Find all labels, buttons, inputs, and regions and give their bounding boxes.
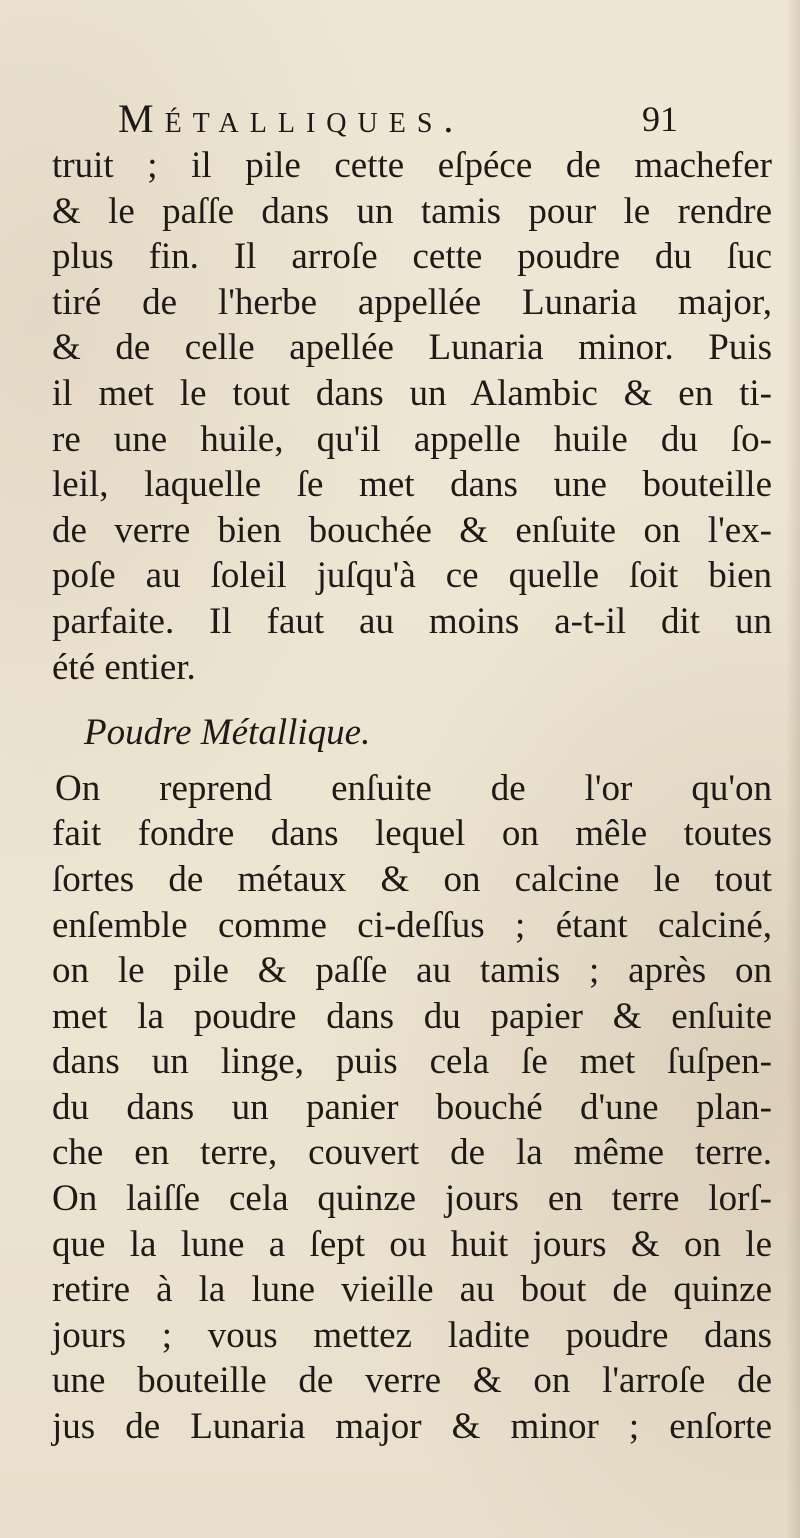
text-line: enſemble comme ci-deſſus ; étant calciné, — [52, 904, 772, 946]
text-line: truit ; il pile cette eſpéce de machefer — [52, 145, 772, 186]
text-line: plus fin. Il arroſe cette poudre du ſuc — [52, 236, 772, 278]
running-head: Métalliques. — [118, 96, 465, 141]
text-line: tiré de l'herbe appellée Lunaria major, — [52, 281, 772, 323]
text-line: & de celle apellée Lunaria minor. Puis — [52, 327, 772, 369]
text-line: jours ; vous mettez ladite poudre dans — [52, 1314, 772, 1356]
text-line: che en terre, couvert de la même terre. — [52, 1132, 772, 1174]
page-number: 91 — [642, 99, 678, 139]
page-edge-shadow — [786, 0, 800, 1538]
text-line: On reprend enſuite de l'or qu'on — [55, 767, 772, 809]
text-line: retire à la lune vieille au bout de quinze — [52, 1269, 772, 1311]
text-line: parfaite. Il faut au moins a-t-il dit un — [52, 600, 772, 642]
text-line: jus de Lunaria major & minor ; enſorte — [52, 1406, 772, 1448]
paragraph-1 — [52, 143, 772, 690]
body-text — [52, 143, 772, 1450]
text-line: & le paſſe dans un tamis pour le rendre — [52, 190, 772, 232]
text-line: une bouteille de verre & on l'arroſe de — [52, 1360, 772, 1402]
paragraph-2 — [52, 766, 772, 1450]
text-line: re une huile, qu'il appelle huile du ſo- — [52, 418, 772, 460]
text-line: poſe au ſoleil juſqu'à ce quelle ſoit bien — [52, 555, 772, 597]
text-line: leil, laquelle ſe met dans une bouteille — [52, 464, 772, 506]
text-line: été entier. — [52, 646, 196, 688]
text-line: ſortes de métaux & on calcine le tout — [52, 858, 772, 900]
page-header — [118, 94, 678, 144]
text-line: de verre bien bouchée & enſuite on l'ex- — [52, 509, 772, 551]
text-line: fait fondre dans lequel on mêle toutes — [52, 813, 772, 855]
text-line: dans un linge, puis cela ſe met ſuſpen- — [52, 1041, 772, 1083]
text-line: que la lune a ſept ou huit jours & on le — [52, 1223, 772, 1265]
section-title: Poudre Métallique. — [84, 712, 371, 754]
text-line: on le pile & paſſe au tamis ; après on — [52, 950, 772, 992]
text-line: il met le tout dans un Alambic & en ti- — [52, 372, 772, 414]
text-line: du dans un panier bouché d'une plan- — [52, 1086, 772, 1128]
text-line: On laiſſe cela quinze jours en terre lorſ- — [52, 1178, 772, 1220]
text-line: met la poudre dans du papier & enſuite — [52, 995, 772, 1037]
